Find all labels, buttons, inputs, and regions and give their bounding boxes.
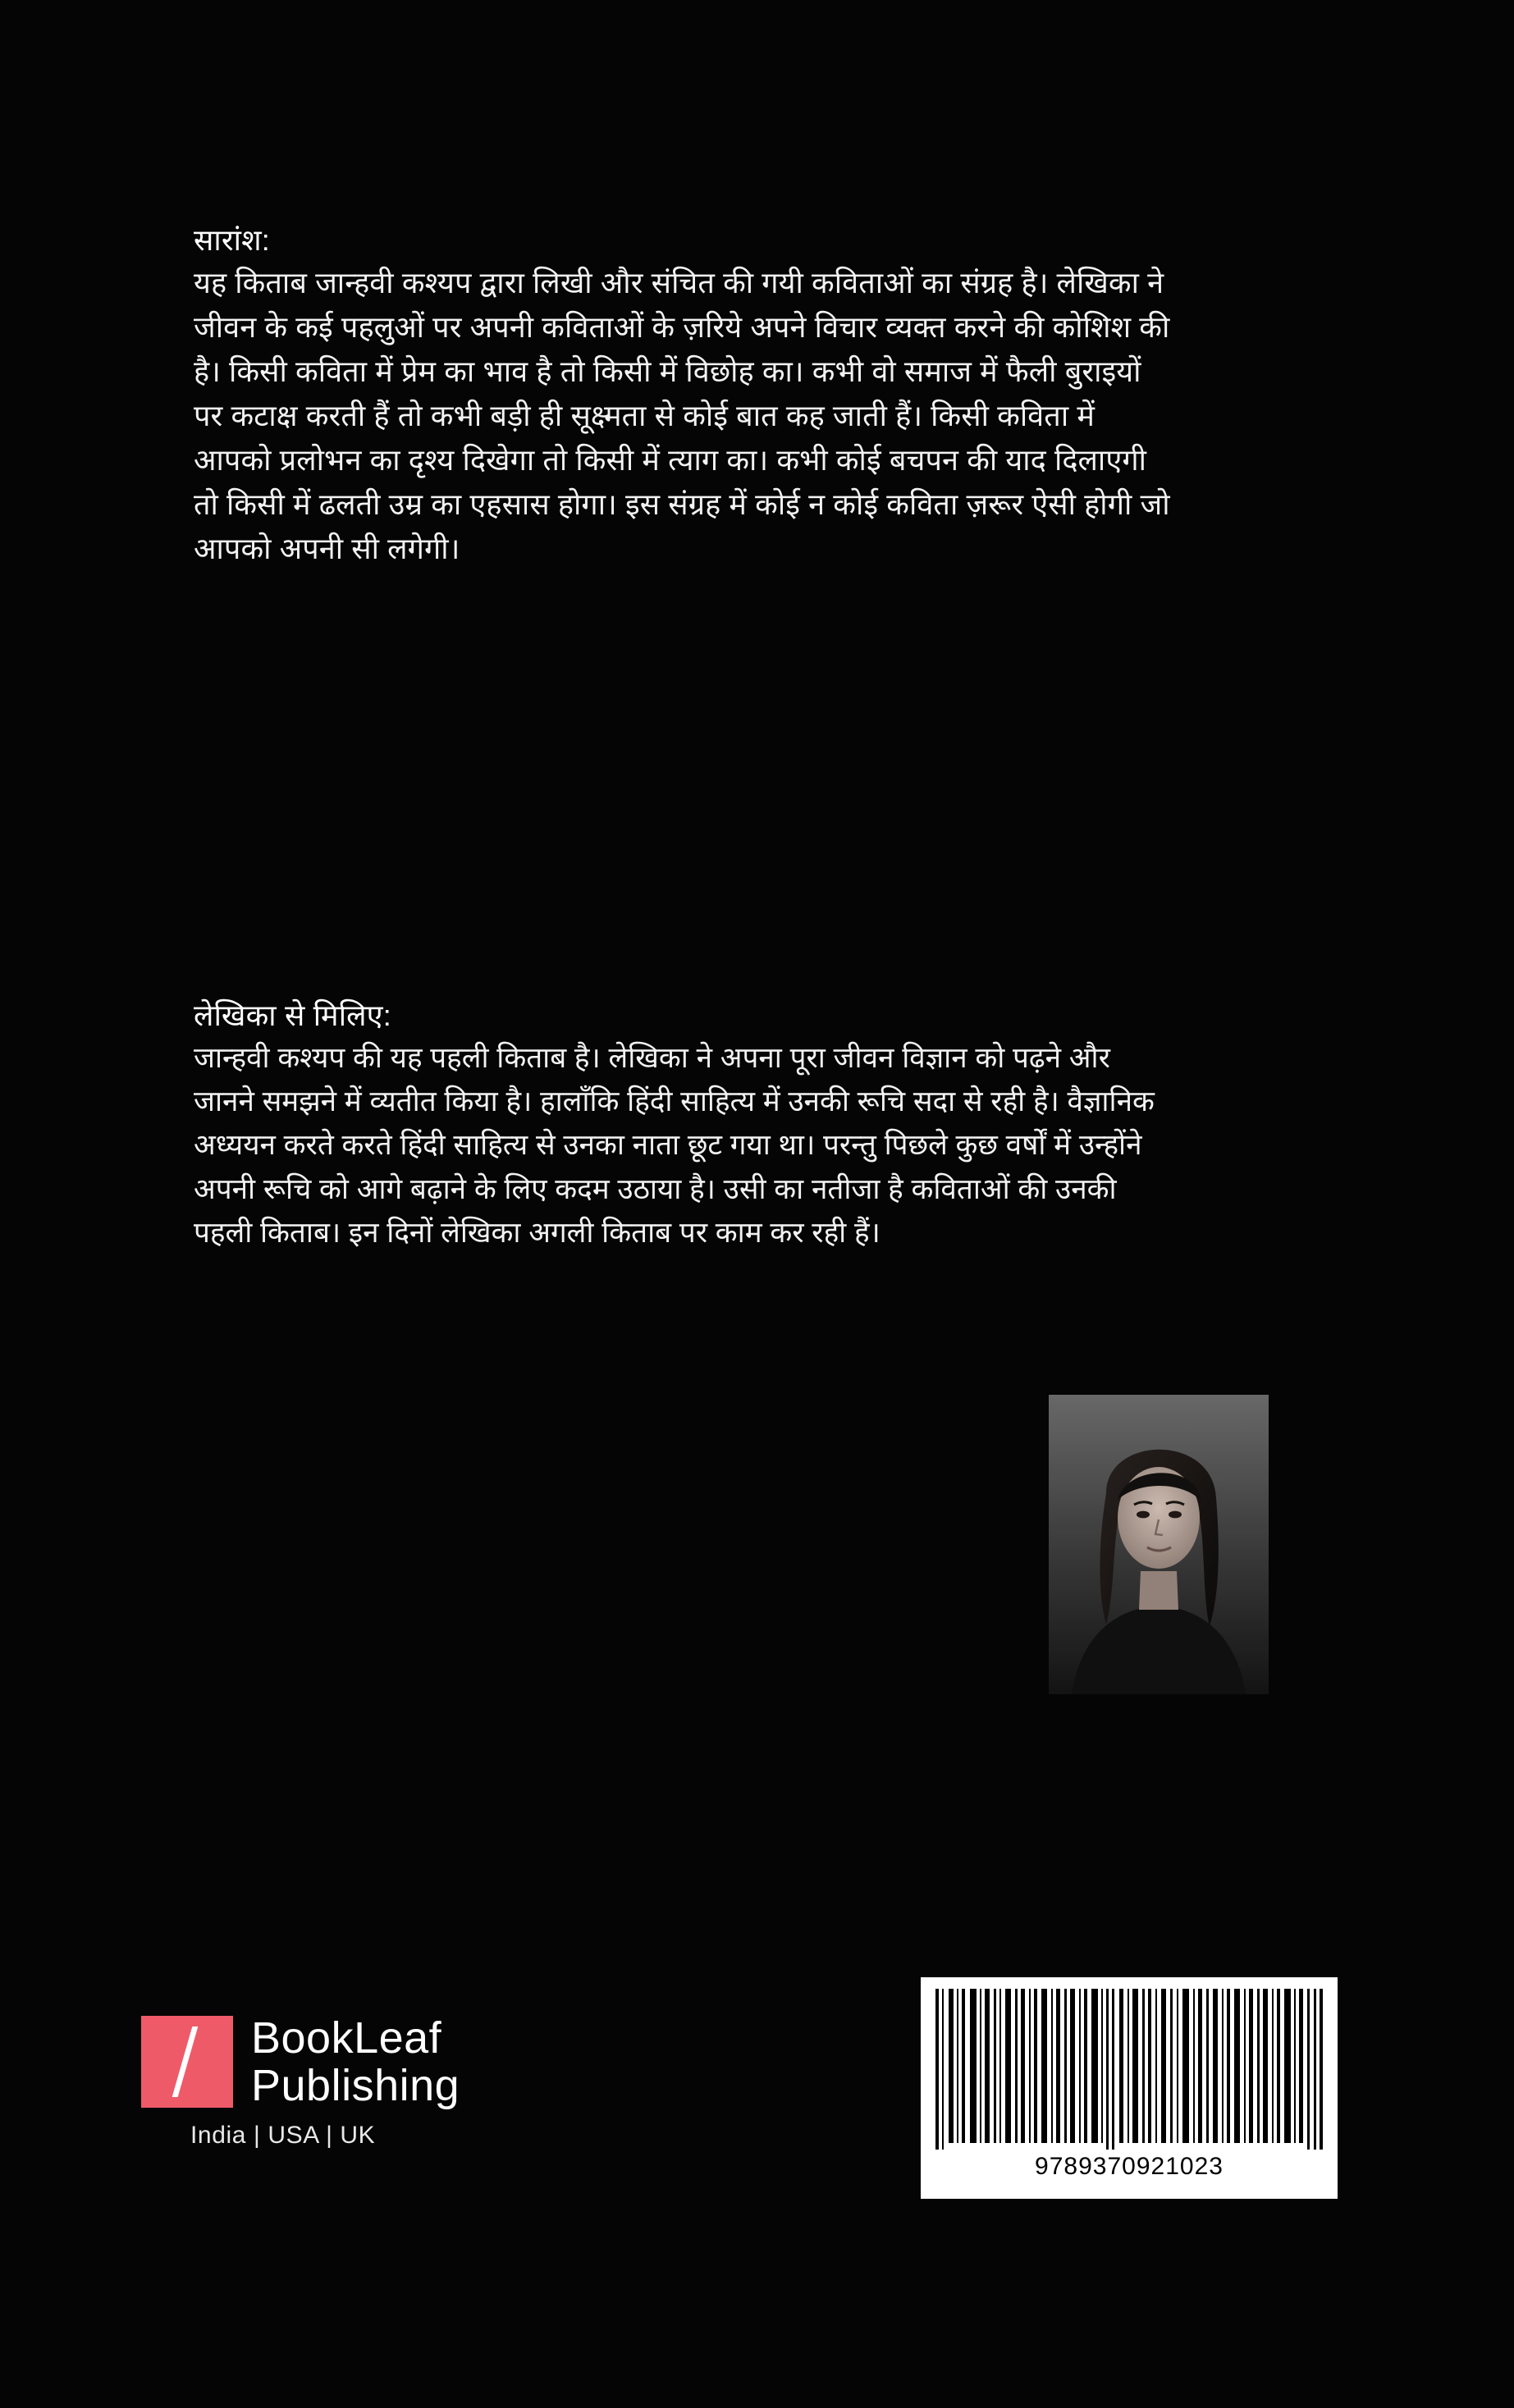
publisher-logo-row: [141, 2014, 568, 2110]
publisher-name: [251, 2014, 460, 2110]
author-heading: लेखिका से मिलिए:: [194, 998, 391, 1032]
author-text: जान्हवी कश्यप की यह पहली किताब है। लेखिका ने अपना पूरा जीवन विज्ञान को पढ़ने और जानने समझने में व्यतीत किया है। हालाँकि हिंदी साहित्य में उनकी रूचि सदा से रही है। वैज्ञानिक अध्ययन करते करते हिंदी साहित्य से उनका नाता छूट गया था। परन्तु पिछले कुछ वर्षों में उन्होंने अपनी रूचि को आगे बढ़ाने के लिए कदम उठाया है। उसी का नतीजा है कविताओं की उनकी पहली किताब। इन दिनों लेखिका अगली किताब पर काम कर रही हैं।: [194, 1042, 1155, 1249]
author-portrait-image: [1049, 1395, 1269, 1694]
bookleaf-mark-icon: [141, 2016, 233, 2108]
summary-section: [194, 222, 1170, 571]
isbn-number: 9789370921023: [1035, 2153, 1224, 2180]
summary-text: यह किताब जान्हवी कश्यप द्वारा लिखी और संचित की गयी कविताओं का संग्रह है। लेखिका ने जीवन के कई पहलुओं पर अपनी कविताओं के ज़रिये अपने विचार व्यक्त करने की कोशिश की है। किसी कविता में प्रेम का भाव है तो किसी में विछोह का। कभी वो समाज में फैली बुराइयों पर कटाक्ष करती हैं तो कभी बड़ी ही सूक्ष्मता से कोई बात कह जाती हैं। किसी कविता में आपको प्रलोभन का दृश्य दिखेगा तो किसी में त्याग का। कभी कोई बचपन की याद दिलाएगी तो किसी में ढलती उम्र का एहसास होगा। इस संग्रह में कोई न कोई कविता ज़रूर ऐसी होगी जो आपको अपनी सी लगेगी।: [194, 266, 1170, 566]
summary-heading: सारांश:: [194, 223, 270, 257]
publisher-name-line1: BookLeaf: [251, 2013, 442, 2063]
author-photo: [1049, 1395, 1269, 1694]
publisher-name-line2: Publishing: [251, 2061, 460, 2111]
author-section: [194, 997, 1170, 1254]
publisher-regions: India | USA | UK: [190, 2121, 376, 2149]
barcode-bars-icon: [934, 1989, 1324, 2150]
publisher-logo: [141, 2014, 568, 2150]
barcode: [921, 1977, 1338, 2199]
